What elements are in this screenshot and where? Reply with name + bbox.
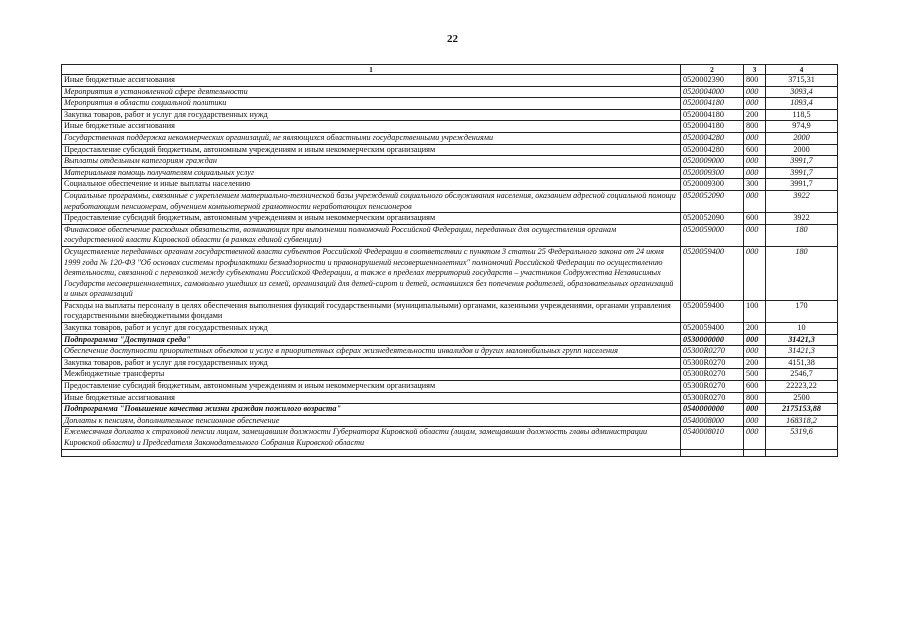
row-code-cell: 0520002390 bbox=[681, 75, 744, 87]
row-kvr-cell: 000 bbox=[744, 246, 766, 300]
table-row bbox=[62, 86, 838, 98]
row-kvr-cell: 800 bbox=[744, 392, 766, 404]
row-name-cell: Финансовое обеспечение расходных обязательств, возникающих при выполнении полномочий Российской Федерации, переданных для осуществления органам государственной власти Кировской области (в рамках единой субвенции) bbox=[62, 224, 681, 246]
row-code-cell: 0520009300 bbox=[681, 167, 744, 179]
row-sum-cell: 10 bbox=[766, 323, 838, 335]
row-sum-cell: 5319,6 bbox=[766, 427, 838, 449]
header-col-sum: 4 bbox=[766, 65, 838, 75]
row-name-cell: Осуществление переданных органам государственной власти субъектов Российской Федерации в соответствии с пунктом 3 статьи 25 Федерального закона от 24 июня 1999 года № 120-ФЗ "Об основах системы профилактики безнадзорности и правонарушений несовершеннолетних" полномочий Российской Федерации по осуществлению деятельности, связанной с перевозкой между субъектами Российской Федерации, а также в пределах территорий государств – участников Содружества Независимых Государств несовершеннолетних, самовольно ушедших из семей, организаций для детей-сирот и детей, оставшихся без попечения родителей, образовательных организаций и иных организаций bbox=[62, 246, 681, 300]
row-kvr-cell: 000 bbox=[744, 415, 766, 427]
row-kvr-cell: 000 bbox=[744, 156, 766, 168]
row-kvr-cell: 000 bbox=[744, 190, 766, 212]
page-number: 22 bbox=[447, 33, 458, 45]
row-sum-cell: 31421,3 bbox=[766, 346, 838, 358]
table-row bbox=[62, 167, 838, 179]
row-code-cell: 0520004180 bbox=[681, 121, 744, 133]
row-code-cell: 0520059000 bbox=[681, 224, 744, 246]
row-name-cell: Расходы на выплаты персоналу в целях обеспечения выполнения функций государственными (муниципальными) органами, казенными учреждениями, органами управления государственными внебюджетными фондами bbox=[62, 300, 681, 322]
row-sum-cell: 2500 bbox=[766, 392, 838, 404]
table-row bbox=[62, 144, 838, 156]
empty-cell bbox=[62, 449, 681, 456]
table-row bbox=[62, 334, 838, 346]
row-kvr-cell: 000 bbox=[744, 334, 766, 346]
table-row bbox=[62, 404, 838, 416]
row-name-cell: Иные бюджетные ассигнования bbox=[62, 392, 681, 404]
table-row bbox=[62, 132, 838, 144]
row-name-cell: Закупка товаров, работ и услуг для государственных нужд bbox=[62, 109, 681, 121]
table-row bbox=[62, 246, 838, 300]
row-name-cell: Предоставление субсидий бюджетным, автономным учреждениям и иным некоммерческим организациям bbox=[62, 381, 681, 393]
row-sum-cell: 974,9 bbox=[766, 121, 838, 133]
table-row bbox=[62, 323, 838, 335]
table-row bbox=[62, 357, 838, 369]
row-code-cell: 0520009000 bbox=[681, 156, 744, 168]
row-code-cell: 0540000000 bbox=[681, 404, 744, 416]
row-code-cell: 05300R0270 bbox=[681, 381, 744, 393]
row-sum-cell: 3991,7 bbox=[766, 179, 838, 191]
row-sum-cell: 180 bbox=[766, 246, 838, 300]
row-sum-cell: 118,5 bbox=[766, 109, 838, 121]
header-col-code: 2 bbox=[681, 65, 744, 75]
row-code-cell: 05300R0270 bbox=[681, 392, 744, 404]
row-code-cell: 0540008010 bbox=[681, 427, 744, 449]
table-header-row bbox=[62, 65, 838, 75]
row-name-cell: Иные бюджетные ассигнования bbox=[62, 121, 681, 133]
row-name-cell: Социальное обеспечение и иные выплаты населению bbox=[62, 179, 681, 191]
row-name-cell: Подпрограмма "Доступная среда" bbox=[62, 334, 681, 346]
row-kvr-cell: 200 bbox=[744, 109, 766, 121]
row-code-cell: 0520004180 bbox=[681, 98, 744, 110]
row-name-cell: Доплаты к пенсиям, дополнительное пенсионное обеспечение bbox=[62, 415, 681, 427]
table-row bbox=[62, 346, 838, 358]
table-row bbox=[62, 300, 838, 322]
table-row bbox=[62, 75, 838, 87]
row-kvr-cell: 000 bbox=[744, 427, 766, 449]
table-row bbox=[62, 98, 838, 110]
row-kvr-cell: 000 bbox=[744, 224, 766, 246]
row-code-cell: 05300R0270 bbox=[681, 346, 744, 358]
table-row bbox=[62, 224, 838, 246]
row-kvr-cell: 100 bbox=[744, 300, 766, 322]
row-code-cell: 05300R0270 bbox=[681, 369, 744, 381]
row-sum-cell: 2175153,88 bbox=[766, 404, 838, 416]
row-sum-cell: 3991,7 bbox=[766, 156, 838, 168]
row-name-cell: Предоставление субсидий бюджетным, автономным учреждениям и иным некоммерческим организациям bbox=[62, 213, 681, 225]
table-row bbox=[62, 190, 838, 212]
row-code-cell: 0520052090 bbox=[681, 190, 744, 212]
row-code-cell: 0540008000 bbox=[681, 415, 744, 427]
row-sum-cell: 3922 bbox=[766, 190, 838, 212]
row-name-cell: Закупка товаров, работ и услуг для государственных нужд bbox=[62, 357, 681, 369]
table-row bbox=[62, 109, 838, 121]
row-code-cell: 0520052090 bbox=[681, 213, 744, 225]
row-sum-cell: 168318,2 bbox=[766, 415, 838, 427]
row-code-cell: 0520009300 bbox=[681, 179, 744, 191]
table-row bbox=[62, 369, 838, 381]
row-kvr-cell: 300 bbox=[744, 179, 766, 191]
row-sum-cell: 2000 bbox=[766, 144, 838, 156]
row-name-cell: Обеспечение доступности приоритетных объектов и услуг в приоритетных сферах жизнедеятельности инвалидов и других маломобильных групп населения bbox=[62, 346, 681, 358]
table-row bbox=[62, 392, 838, 404]
table-row bbox=[62, 213, 838, 225]
row-kvr-cell: 000 bbox=[744, 98, 766, 110]
row-name-cell: Материальная помощь получателям социальных услуг bbox=[62, 167, 681, 179]
row-kvr-cell: 200 bbox=[744, 357, 766, 369]
row-code-cell: 0520004000 bbox=[681, 86, 744, 98]
row-code-cell: 0520004180 bbox=[681, 109, 744, 121]
row-sum-cell: 2000 bbox=[766, 132, 838, 144]
row-code-cell: 0520059400 bbox=[681, 300, 744, 322]
row-name-cell: Предоставление субсидий бюджетным, автономным учреждениям и иным некоммерческим организациям bbox=[62, 144, 681, 156]
row-name-cell: Закупка товаров, работ и услуг для государственных нужд bbox=[62, 323, 681, 335]
row-kvr-cell: 000 bbox=[744, 132, 766, 144]
row-kvr-cell: 600 bbox=[744, 144, 766, 156]
row-sum-cell: 22223,22 bbox=[766, 381, 838, 393]
row-name-cell: Мероприятия в установленной сфере деятельности bbox=[62, 86, 681, 98]
row-code-cell: 0520059400 bbox=[681, 246, 744, 300]
empty-cell bbox=[744, 449, 766, 456]
row-name-cell: Мероприятия в области социальной политики bbox=[62, 98, 681, 110]
row-name-cell: Подпрограмма "Повышение качества жизни граждан пожилого возраста" bbox=[62, 404, 681, 416]
row-sum-cell: 31421,3 bbox=[766, 334, 838, 346]
row-code-cell: 0520059400 bbox=[681, 323, 744, 335]
row-sum-cell: 2546,7 bbox=[766, 369, 838, 381]
table-row bbox=[62, 427, 838, 449]
row-sum-cell: 3093,4 bbox=[766, 86, 838, 98]
row-sum-cell: 1093,4 bbox=[766, 98, 838, 110]
header-col-kvr: 3 bbox=[744, 65, 766, 75]
budget-table bbox=[61, 64, 838, 457]
table-row bbox=[62, 121, 838, 133]
empty-cell bbox=[766, 449, 838, 456]
empty-cell bbox=[681, 449, 744, 456]
row-kvr-cell: 200 bbox=[744, 323, 766, 335]
row-kvr-cell: 800 bbox=[744, 121, 766, 133]
row-kvr-cell: 000 bbox=[744, 404, 766, 416]
row-sum-cell: 3715,31 bbox=[766, 75, 838, 87]
row-name-cell: Государственная поддержка некоммерческих организаций, не являющихся областными государственными учреждениями bbox=[62, 132, 681, 144]
row-name-cell: Выплаты отдельным категориям граждан bbox=[62, 156, 681, 168]
table-row bbox=[62, 179, 838, 191]
row-kvr-cell: 800 bbox=[744, 75, 766, 87]
table-row bbox=[62, 156, 838, 168]
row-code-cell: 0520004280 bbox=[681, 132, 744, 144]
row-kvr-cell: 600 bbox=[744, 381, 766, 393]
row-kvr-cell: 000 bbox=[744, 346, 766, 358]
table-spacer-row bbox=[62, 449, 838, 456]
row-sum-cell: 170 bbox=[766, 300, 838, 322]
row-kvr-cell: 000 bbox=[744, 167, 766, 179]
row-sum-cell: 4151,38 bbox=[766, 357, 838, 369]
row-name-cell: Социальные программы, связанные с укреплением материально-технической базы учреждений социального обслуживания населения, оказанием адресной социальной помощи неработающим пенсионерам, обучением компьютерной грамотности неработающих пенсионеров bbox=[62, 190, 681, 212]
row-name-cell: Межбюджетные трансферты bbox=[62, 369, 681, 381]
row-code-cell: 0520004280 bbox=[681, 144, 744, 156]
row-sum-cell: 3991,7 bbox=[766, 167, 838, 179]
table-row bbox=[62, 381, 838, 393]
row-code-cell: 0530000000 bbox=[681, 334, 744, 346]
row-kvr-cell: 500 bbox=[744, 369, 766, 381]
row-sum-cell: 180 bbox=[766, 224, 838, 246]
row-name-cell: Иные бюджетные ассигнования bbox=[62, 75, 681, 87]
row-code-cell: 05300R0270 bbox=[681, 357, 744, 369]
row-kvr-cell: 600 bbox=[744, 213, 766, 225]
row-sum-cell: 3922 bbox=[766, 213, 838, 225]
table-row bbox=[62, 415, 838, 427]
header-col-name: 1 bbox=[62, 65, 681, 75]
row-name-cell: Ежемесячная доплата к страховой пенсии лицам, замещавшим должности Губернатора Кировской области (лицам, замещавшим должность главы администрации Кировской области) и Председателя Законодательного Собрания Кировской области bbox=[62, 427, 681, 449]
row-kvr-cell: 000 bbox=[744, 86, 766, 98]
